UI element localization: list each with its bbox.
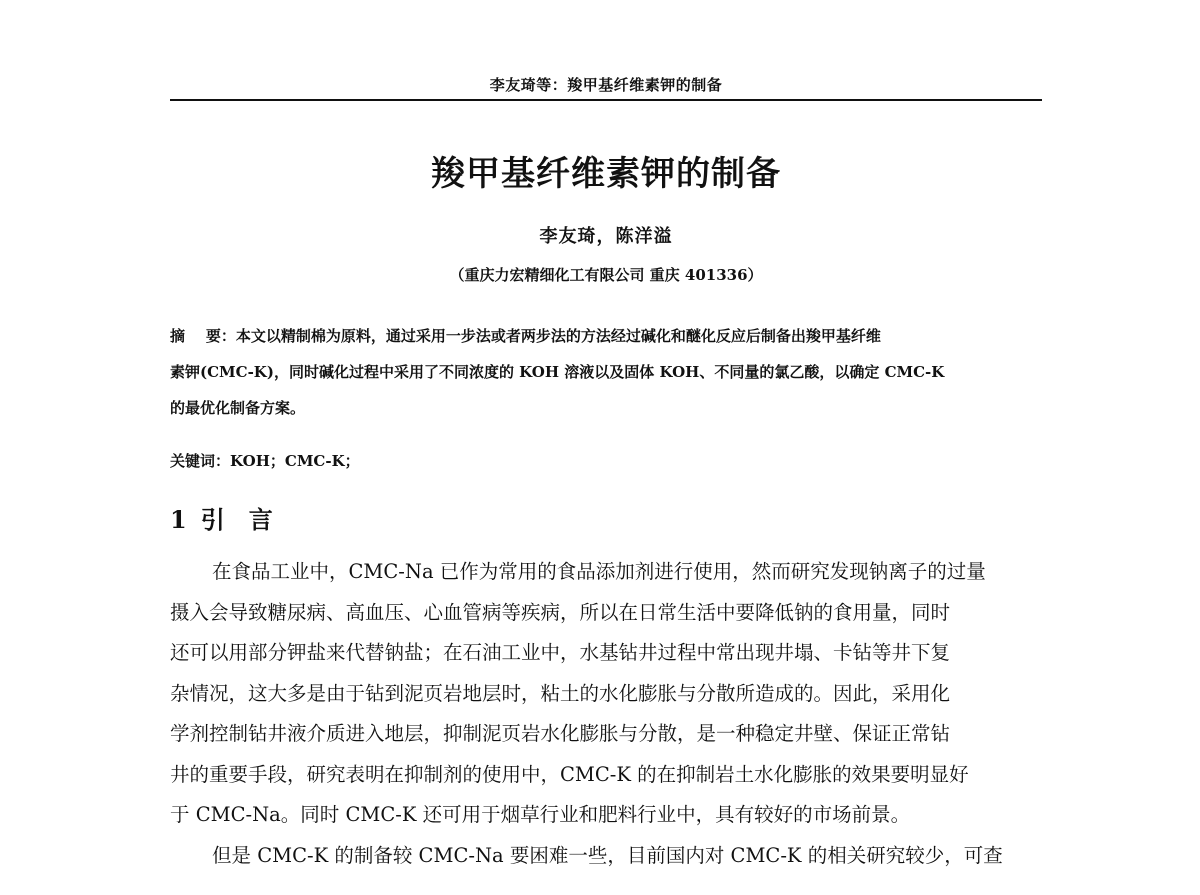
body-line: 于 CMC-Na。同时 CMC-K 还可用于烟草行业和肥料行业中，具有较好的市场前景。 [170,803,911,826]
abstract-line [170,318,1042,354]
abstract-text: 本文以精制棉为原料，通过采用一步法或者两步法的方法经过碱化和醚化反应后制备出羧甲基纤维 [235,327,881,345]
authors: 李友琦，陈洋溢 [539,226,673,247]
affiliation: （重庆力宏精细化工有限公司 重庆 401336） [449,266,763,284]
body-line: 但是 CMC-K 的制备较 CMC-Na 要困难一些，目前国内对 CMC-K 的相关研究较少，可查 [212,843,1003,867]
body-line: 井的重要手段，研究表明在抑制剂的使用中，CMC-K 的在抑制岩土水化膨胀的效果要明显好 [170,762,969,786]
running-header: 李友琦等：羧甲基纤维素钾的制备 [489,76,723,94]
keywords [170,450,1042,471]
abstract [170,318,1042,426]
section-number: 1 [170,505,189,534]
body-line: 摄入会导致糖尿病、高血压、心血管病等疾病，所以在日常生活中要降低钠的食用量，同时 [170,600,951,624]
body-line: 在食品工业中，CMC-Na 已作为常用的食品添加剂进行使用，然而研究发现钠离子的过量 [212,560,986,583]
abstract-label: 摘 要： [170,327,236,345]
section-title-char: 言 [248,505,275,534]
paper-title: 羧甲基纤维素钾的制备 [431,154,781,194]
body-line: 杂情况，这大多是由于钻到泥页岩地层时，粘土的水化膨胀与分散所造成的。因此，采用化 [170,681,951,705]
section-heading [170,500,275,535]
body-text [170,552,1042,876]
header-rule [170,99,1042,101]
abstract-line: 素钾(CMC-K)，同时碱化过程中采用了不同浓度的 KOH 溶液以及固体 KOH、不同量的氯乙酸，以确定 CMC-K [170,363,945,381]
keywords-label: 关键词： [170,452,231,470]
abstract-line: 的最优化制备方案。 [170,399,306,417]
keywords-text: KOH；CMC-K； [230,452,360,470]
section-title-char: 引 [200,505,227,534]
body-line: 还可以用部分钾盐来代替钠盐；在石油工业中，水基钻井过程中常出现井塌、卡钻等井下复 [170,641,951,664]
body-line: 学剂控制钻井液介质进入地层，抑制泥页岩水化膨胀与分散，是一种稳定井壁、保证正常钻 [170,722,951,745]
